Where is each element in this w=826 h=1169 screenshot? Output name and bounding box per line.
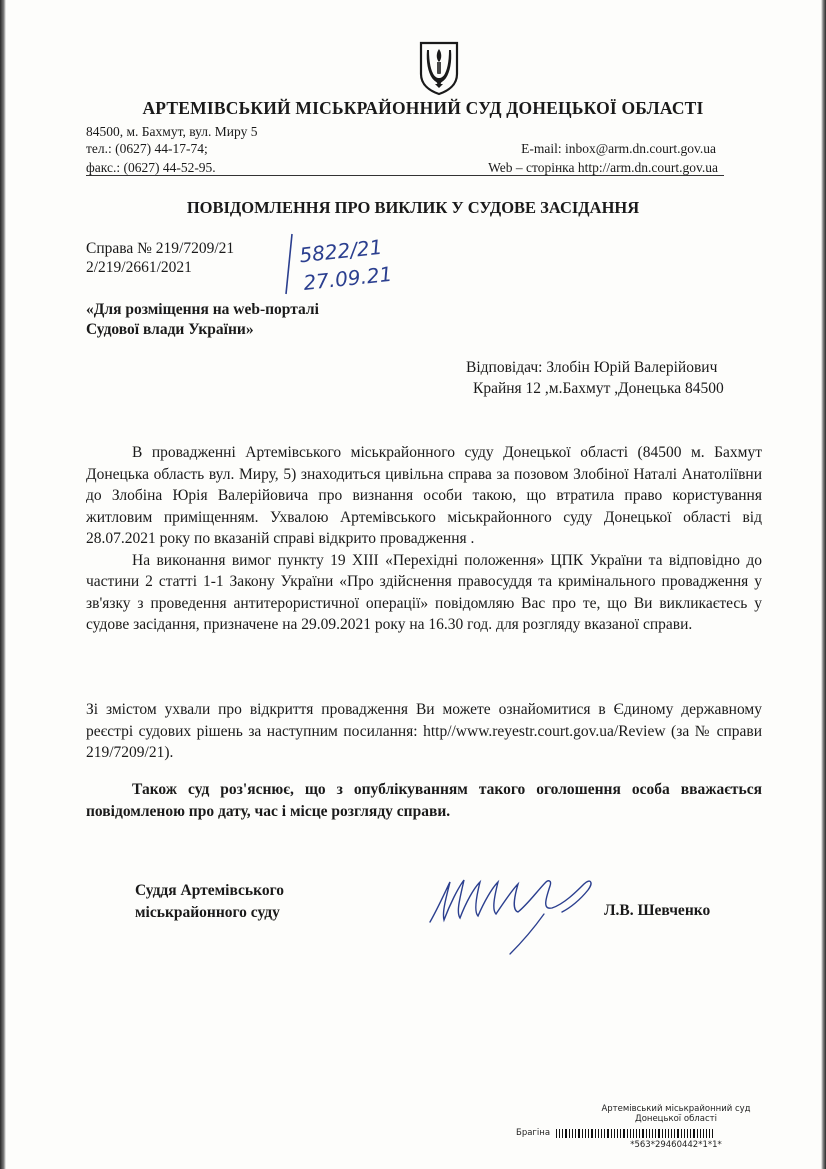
- respondent-name: Відповідач: Злобін Юрій Валерійович: [466, 359, 718, 376]
- handwritten-date: 27.09.21: [302, 261, 394, 295]
- publication-note-line1: «Для розміщення на web-порталі: [86, 301, 319, 318]
- coat-of-arms-icon: [418, 40, 460, 96]
- header-divider: [86, 175, 724, 176]
- respondent-address: Крайня 12 ,м.Бахмут ,Донецька 84500: [473, 380, 724, 397]
- judge-name: Л.В. Шевченко: [604, 902, 711, 919]
- handwritten-reg-number: 5822/21: [298, 234, 384, 268]
- scan-edge-right: [821, 0, 826, 1169]
- court-address: 84500, м. Бахмут, вул. Миру 5: [86, 124, 258, 139]
- barcode-row: [516, 1126, 796, 1140]
- court-phone: тел.: (0627) 44-17-74;: [86, 141, 208, 156]
- clarification-text: Також суд роз'яснює, що з опублікуванням такого оголошення особа вважається повідомленою про дату, час і місце розгляду справи.: [86, 781, 762, 820]
- case-number: Справа № 219/7209/21: [86, 240, 235, 257]
- registration-stamp: [516, 1104, 796, 1150]
- judge-signature-icon: [424, 868, 606, 960]
- stamp-region-line: Донецької області: [635, 1114, 717, 1124]
- barcode-icon: [556, 1129, 715, 1138]
- signer-title-line1: Суддя Артемівського: [135, 882, 285, 899]
- scan-edge-left: [0, 0, 6, 1169]
- body-paragraph-1: В провадженні Артемівського міськрайонного суду Донецької області (84500 м. Бахмут Донецька область вул. Миру, 5) знаходиться цивільна справа за позовом Злобіної Наталі Анатоліївни до Злобіна Юрія Валерійовича про визнання особи такою, що втратила право користування житловим приміщенням. Ухвалою Артемівського міськрайонного суду Донецької області від 28.07.2021 року по вказаній справі відкрито провадження .: [86, 444, 762, 547]
- court-name: АРТЕМІВСЬКИЙ МІСЬКРАЙОННИЙ СУД ДОНЕЦЬКОЇ ОБЛАСТІ: [142, 98, 704, 118]
- notice-title: ПОВІДОМЛЕННЯ ПРО ВИКЛИК У СУДОВЕ ЗАСІДАННЯ: [186, 198, 640, 217]
- publication-note-line2: Судової влади України»: [86, 321, 254, 338]
- proceeding-number: 2/219/2661/2021: [86, 259, 192, 276]
- notice-body: [86, 442, 762, 636]
- court-email: E-mail: inbox@arm.dn.court.gov.ua: [521, 141, 716, 156]
- handwritten-registration-mark: [282, 228, 402, 298]
- court-fax: факс.: (0627) 44-52-95.: [86, 160, 216, 175]
- registry-paragraph: Зі змістом ухвали про відкриття провадження Ви можете ознайомитися в Єдиному державному реєстрі судових рішень за наступним посилання: http//www.reyestr.court.gov.ua/Review (за № справи 219/7209/21).: [86, 701, 762, 761]
- clarification-paragraph: [86, 779, 762, 822]
- barcode-label: Брагіна: [516, 1128, 551, 1138]
- body-paragraph-2: На виконання вимог пункту 19 XIII «Перехідні положення» ЦПК України та відповідно до частини 2 статті 1-1 Закону України «Про здійснення правосуддя та кримінального провадження у зв'язку з проведення антитерористичної операції» повідомляю Вас про те, що Ви викликаєтесь у судове засідання, призначене на 29.09.2021 року на 16.30 год. для розгляду вказаної справи.: [86, 551, 762, 633]
- barcode-number: *563*29460442*1*1*: [630, 1140, 722, 1150]
- signer-title-line2: міськрайонного суду: [135, 904, 280, 921]
- court-website: Web – сторінка http://arm.dn.court.gov.ua: [488, 160, 718, 175]
- stamp-court-line: Артемівський міськрайонний суд: [601, 1104, 751, 1114]
